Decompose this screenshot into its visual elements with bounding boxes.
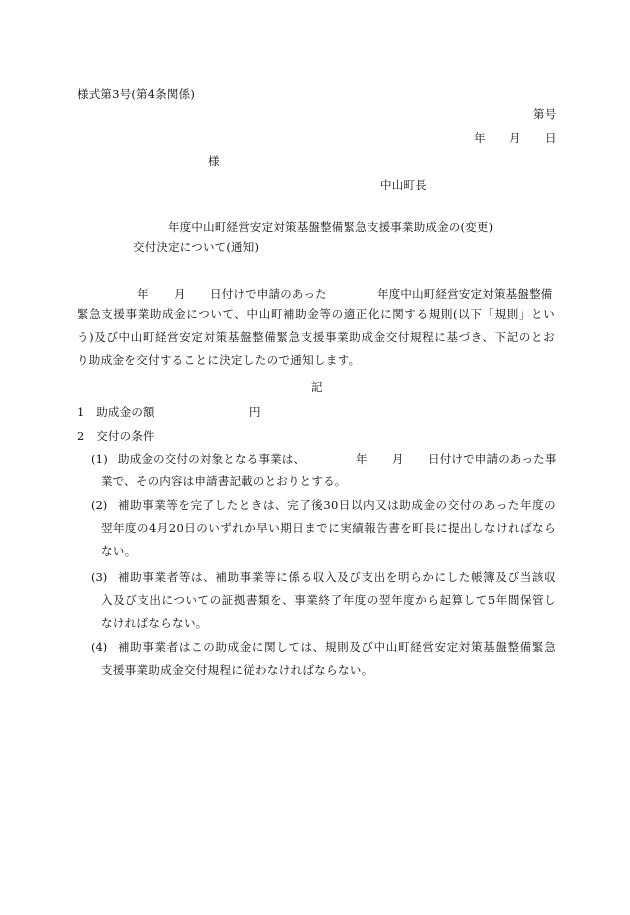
condition-2-text: 補助事業等を完了したときは、完了後30日以内又は助成金の交付のあった年度の翌年度の4月20日のいずれか早い期日までに実績報告書を町長に提出しなければならない。: [101, 498, 556, 558]
body-mid: 日付けで申請のあった: [210, 287, 327, 301]
section1-label: 1 助成金の額: [77, 405, 155, 419]
body-line1-tail: 年度中山町経営安定対策基盤整備: [377, 287, 553, 301]
date-day: 日: [545, 131, 557, 145]
recipient-suffix: 様: [208, 154, 220, 168]
condition-4-text: 補助事業者はこの助成金に関しては、規則及び中山町経営安定対策基盤整備緊急支援事業助成金交付規程に従わなければならない。: [101, 640, 556, 677]
body-text: 緊急支援事業助成金について、中山町補助金等の適正化に関する規則(以下「規則」という)及び中山町経営安定対策基盤整備緊急支援事業助成金交付規程に基づき、下記のとおり助成金を交付することに決定したので通知します。: [77, 307, 555, 367]
condition-2-no: (2): [91, 498, 108, 512]
condition-3-no: (3): [91, 570, 108, 584]
form-label: 様式第3号(第4条関係): [77, 87, 196, 101]
condition-1-year: 年: [356, 452, 368, 466]
condition-1-text-c: 業で、その内容は申請書記載のとおりとする。: [101, 474, 347, 488]
ki-marker: 記: [311, 380, 323, 394]
document-title-line2: 交付決定について(通知): [133, 240, 260, 254]
date-month: 月: [509, 131, 521, 145]
body-year: 年: [137, 287, 149, 301]
section1-unit: 円: [249, 405, 261, 419]
section2-label: 2 交付の条件: [77, 429, 155, 443]
condition-1-month: 月: [392, 452, 404, 466]
sender-name: 中山町長: [380, 178, 427, 192]
condition-1-no: (1): [91, 452, 108, 466]
document-number: 第号: [533, 107, 557, 121]
document-title-line1: 年度中山町経営安定対策基盤整備緊急支援事業助成金の(変更): [168, 220, 494, 234]
condition-4-no: (4): [91, 640, 108, 654]
condition-3-text: 補助事業者等は、補助事業等に係る収入及び支出を明らかにした帳簿及び当該収入及び支出についての証拠書類を、事業終了年度の翌年度から起算して5年間保管しなければならない。: [101, 570, 556, 630]
condition-1-text-a: 助成金の交付の対象となる事業は、: [118, 452, 306, 466]
date-year: 年: [474, 131, 486, 145]
condition-1-text-b: 日付けで申請のあった事: [428, 452, 557, 466]
body-month: 月: [174, 287, 186, 301]
